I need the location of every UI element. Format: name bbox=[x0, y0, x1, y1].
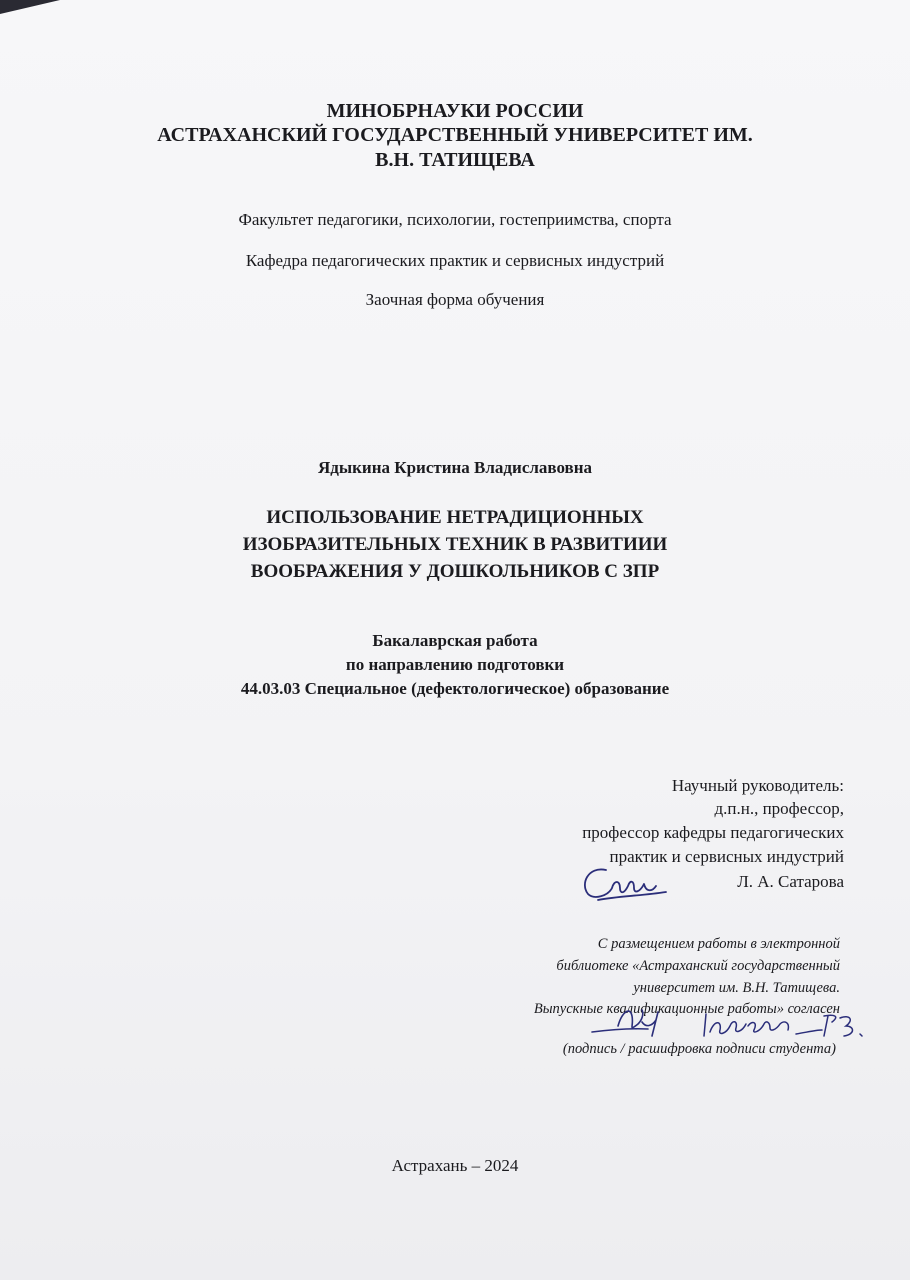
supervisor-degree: д.п.н., профессор, bbox=[714, 799, 844, 818]
city-year: Астрахань – 2024 bbox=[391, 1156, 519, 1175]
student-signature bbox=[588, 1002, 688, 1040]
student-handwritten-name bbox=[700, 1008, 880, 1042]
university-title-line1: АСТРАХАНСКИЙ ГОСУДАРСТВЕННЫЙ УНИВЕРСИТЕТ ИМ. bbox=[157, 124, 753, 146]
signature-caption: (подпись / расшифровка подписи студента) bbox=[562, 1041, 836, 1057]
ministry-title: МИНОБРНАУКИ РОССИИ bbox=[326, 100, 584, 122]
student-name: Ядыкина Кристина Владиславовна bbox=[317, 458, 593, 477]
thesis-title-line3: ВООБРАЖЕНИЯ У ДОШКОЛЬНИКОВ С ЗПР bbox=[250, 561, 660, 582]
consent-line1: С размещением работы в электронной bbox=[597, 936, 840, 952]
faculty-name: Факультет педагогики, психологии, гостеприимства, спорта bbox=[238, 210, 672, 229]
work-type-line2: по направлению подготовки bbox=[345, 655, 565, 674]
supervisor-signature bbox=[578, 862, 670, 904]
work-type-line3: 44.03.03 Специальное (дефектологическое) образование bbox=[240, 679, 670, 698]
supervisor-position-line2: практик и сервисных индустрий bbox=[609, 847, 844, 866]
supervisor-label: Научный руководитель: bbox=[671, 776, 844, 795]
consent-line2: библиотеке «Астраханский государственный bbox=[556, 958, 840, 974]
thesis-title-line2: ИЗОБРАЗИТЕЛЬНЫХ ТЕХНИК В РАЗВИТИИИ bbox=[242, 534, 668, 555]
work-type-line1: Бакалаврская работа bbox=[372, 631, 538, 650]
department-name: Кафедра педагогических практик и сервисных индустрий bbox=[245, 251, 665, 270]
consent-line3: университет им. В.Н. Татищева. bbox=[633, 980, 840, 996]
page-corner-shadow bbox=[0, 0, 60, 14]
supervisor-position-line1: профессор кафедры педагогических bbox=[582, 823, 844, 842]
thesis-title-line1: ИСПОЛЬЗОВАНИЕ НЕТРАДИЦИОННЫХ bbox=[266, 507, 644, 528]
university-title-line2: В.Н. ТАТИЩЕВА bbox=[375, 149, 535, 171]
consent-line4: Выпускные квалификационные работы» согласен bbox=[533, 1001, 840, 1017]
supervisor-name: Л. А. Сатарова bbox=[737, 872, 844, 891]
study-form: Заочная форма обучения bbox=[365, 290, 545, 309]
